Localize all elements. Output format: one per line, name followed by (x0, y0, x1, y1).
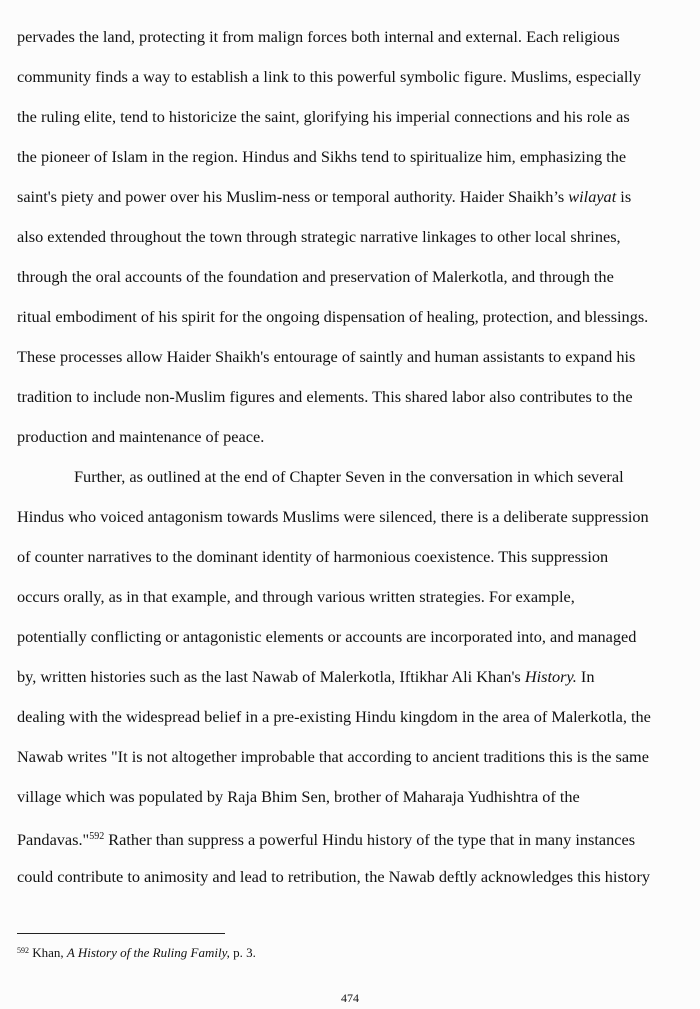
text-line: occurs orally, as in that example, and through various written strategies. For example, (17, 587, 575, 606)
text-line: ritual embodiment of his spirit for the ongoing dispensation of healing, protection, and blessings. (17, 307, 649, 326)
text-line: potentially conflicting or antagonistic elements or accounts are incorporated into, and managed (17, 627, 637, 646)
text-line: the ruling elite, tend to historicize the saint, glorifying his imperial connections and his role as (17, 107, 630, 126)
footnote-title: A History of the Ruling Family, (66, 945, 230, 960)
text-line: also extended throughout the town through strategic narrative linkages to other local shrines, (17, 227, 621, 246)
text-line: through the oral accounts of the foundation and preservation of Malerkotla, and through the (17, 267, 614, 286)
text-line: pervades the land, protecting it from malign forces both internal and external. Each religious (17, 27, 620, 46)
text-line: the pioneer of Islam in the region. Hindus and Sikhs tend to spiritualize him, emphasizing the (17, 147, 627, 166)
italic-term-wilayat: wilayat (568, 187, 617, 206)
text-line: by, written histories such as the last Nawab of Malerkotla, Iftikhar Ali Khan's History. In (17, 667, 595, 686)
page-number: 474 (341, 991, 359, 1005)
text-line: community finds a way to establish a link to this powerful symbolic figure. Muslims, especially (17, 67, 642, 86)
footnote: $^{592}$ Khan, A History of the Ruling Family, p. 3. (17, 945, 256, 960)
text-line: These processes allow Haider Shaikh's entourage of saintly and human assistants to expand his (17, 347, 636, 366)
italic-title-history: History. (524, 667, 577, 686)
text-line: tradition to include non-Muslim figures and elements. This shared labor also contributes to the (17, 387, 633, 406)
text-line: Pandavas."$^{592}$ Rather than suppress a powerful Hindu history of the type that in many instances (17, 830, 636, 849)
footnote-divider (17, 933, 225, 934)
text-line: of counter narratives to the dominant identity of harmonious coexistence. This suppression (17, 547, 609, 566)
text-line: Hindus who voiced antagonism towards Muslims were silenced, there is a deliberate suppression (17, 507, 649, 526)
text-line: Further, as outlined at the end of Chapter Seven in the conversation in which several (74, 467, 624, 486)
text-line: Nawab writes "It is not altogether improbable that according to ancient traditions this is the same (17, 747, 649, 766)
text-line: could contribute to animosity and lead to retribution, the Nawab deftly acknowledges this history (17, 867, 651, 886)
text-line: saint's piety and power over his Muslim-ness or temporal authority. Haider Shaikh’s wilayat is (17, 187, 632, 206)
text-line: dealing with the widespread belief in a pre-existing Hindu kingdom in the area of Malerkotla, the (17, 707, 651, 726)
text-line: production and maintenance of peace. (17, 427, 265, 446)
footnote-number: 592 (17, 946, 29, 955)
text-line: village which was populated by Raja Bhim Sen, brother of Maharaja Yudhishtra of the (17, 787, 580, 806)
footnote-reference[interactable]: 592 (89, 831, 105, 842)
